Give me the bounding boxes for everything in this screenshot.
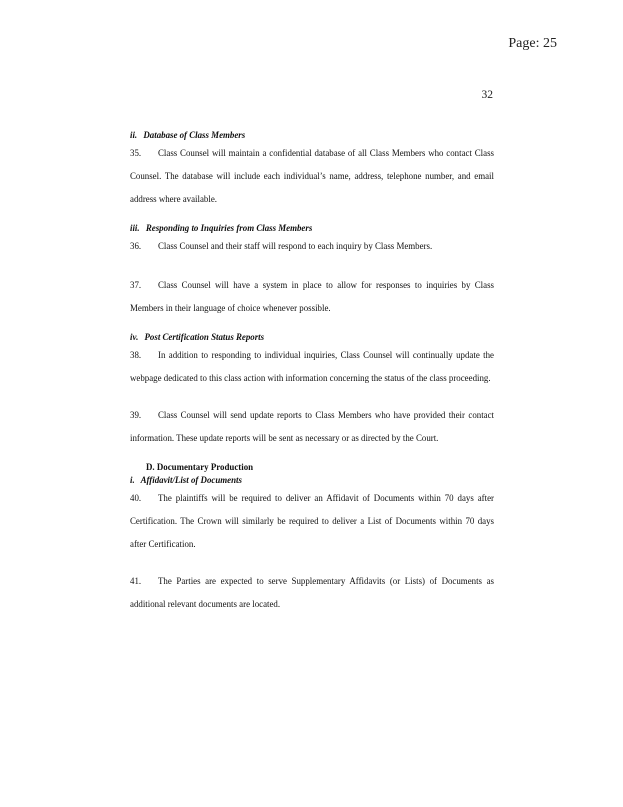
paragraph-40 xyxy=(130,487,494,556)
paragraph-number: 35. xyxy=(130,148,142,158)
section-heading-ii xyxy=(130,129,494,142)
paragraph-text: The plaintiffs will be required to deliver an Affidavit of Documents within 70 days after Certification. The Crown will similarly be required to deliver a List of Documents within 70 days after Certification. xyxy=(130,493,494,549)
paragraph-38 xyxy=(130,344,494,390)
paragraph-text: Class Counsel will send update reports to Class Members who have provided their contact information. These update reports will be sent as necessary or as directed by the Court. xyxy=(130,410,494,443)
paragraph-35 xyxy=(130,142,494,211)
paragraph-number: 40. xyxy=(130,493,142,503)
paragraph-41 xyxy=(130,570,494,616)
paragraph-number: 39. xyxy=(130,410,142,420)
paragraph-number: 38. xyxy=(130,350,142,360)
section-number: iii. xyxy=(130,223,140,233)
section-number: iv. xyxy=(130,332,139,342)
paragraph-text: Class Counsel and their staff will respond to each inquiry by Class Members. xyxy=(158,241,433,251)
paragraph-37 xyxy=(130,274,494,320)
section-title: Responding to Inquiries from Class Members xyxy=(145,223,313,233)
section-title: Database of Class Members xyxy=(143,130,246,140)
paragraph-number: 36. xyxy=(130,241,142,251)
section-number: i. xyxy=(130,475,135,485)
page-number: 32 xyxy=(481,89,493,101)
page-label: Page: 25 xyxy=(508,36,557,51)
paragraph-text: Class Counsel will maintain a confidential database of all Class Members who contact Class Counsel. The database will include each individual’s name, address, telephone number, and email address where available. xyxy=(130,148,494,204)
paragraph-text: The Parties are expected to serve Supplementary Affidavits (or Lists) of Documents as additional relevant documents are located. xyxy=(130,576,494,609)
section-title: Post Certification Status Reports xyxy=(144,332,265,342)
section-heading-iii xyxy=(130,222,494,235)
paragraph-number: 41. xyxy=(130,576,142,586)
document-body xyxy=(130,129,494,616)
section-number: D. xyxy=(146,462,155,472)
section-heading-i xyxy=(130,474,494,487)
paragraph-number: 37. xyxy=(130,280,142,290)
section-title: Affidavit/List of Documents xyxy=(140,475,242,485)
section-title: Documentary Production xyxy=(156,462,254,472)
section-number: ii. xyxy=(130,130,138,140)
section-heading-iv xyxy=(130,331,494,344)
paragraph-39 xyxy=(130,404,494,450)
paragraph-36 xyxy=(130,235,494,258)
section-heading-d xyxy=(146,461,494,474)
paragraph-text: Class Counsel will have a system in place to allow for responses to inquiries by Class Members in their language of choice whenever possible. xyxy=(130,280,494,313)
paragraph-text: In addition to responding to individual inquiries, Class Counsel will continually update the webpage dedicated to this class action with information concerning the status of the class proceeding. xyxy=(130,350,494,383)
